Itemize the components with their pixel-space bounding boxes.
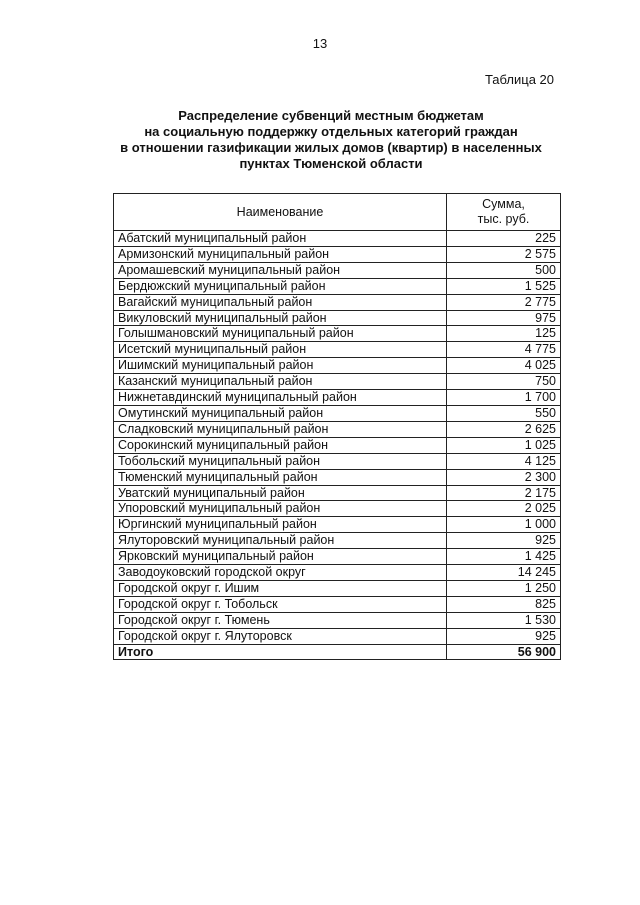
subvention-sum: 1 525 <box>447 278 561 294</box>
table-row <box>114 310 561 326</box>
table-row <box>114 326 561 342</box>
municipality-name: Городской округ г. Ишим <box>114 580 447 596</box>
title-line: на социальную поддержку отдельных категорий граждан <box>144 124 518 139</box>
table-row <box>114 294 561 310</box>
municipality-name: Городской округ г. Ялуторовск <box>114 628 447 644</box>
municipality-name: Юргинский муниципальный район <box>114 517 447 533</box>
municipality-name: Заводоуковский городской округ <box>114 565 447 581</box>
table-header-row <box>114 194 561 231</box>
table-row <box>114 580 561 596</box>
title-line: Распределение субвенций местным бюджетам <box>178 108 484 123</box>
subvention-sum: 1 530 <box>447 612 561 628</box>
subvention-sum: 2 300 <box>447 469 561 485</box>
municipality-name: Упоровский муниципальный район <box>114 501 447 517</box>
title-line: в отношении газификации жилых домов (квартир) в населенных <box>120 140 542 155</box>
subvention-sum: 1 025 <box>447 437 561 453</box>
table-row <box>114 342 561 358</box>
subvention-table <box>113 193 561 660</box>
subvention-sum: 14 245 <box>447 565 561 581</box>
subvention-sum: 2 025 <box>447 501 561 517</box>
subvention-sum: 2 175 <box>447 485 561 501</box>
document-title <box>100 108 562 172</box>
table-row <box>114 485 561 501</box>
subvention-sum: 975 <box>447 310 561 326</box>
subvention-sum: 2 575 <box>447 246 561 262</box>
subvention-sum: 1 425 <box>447 549 561 565</box>
table-row <box>114 390 561 406</box>
subvention-sum: 2 775 <box>447 294 561 310</box>
municipality-name: Бердюжский муниципальный район <box>114 278 447 294</box>
total-label: Итого <box>114 644 447 660</box>
municipality-name: Армизонский муниципальный район <box>114 246 447 262</box>
table-row <box>114 453 561 469</box>
column-header-name: Наименование <box>114 194 447 231</box>
title-line: пунктах Тюменской области <box>239 156 423 171</box>
municipality-name: Омутинский муниципальный район <box>114 405 447 421</box>
municipality-name: Исетский муниципальный район <box>114 342 447 358</box>
table-row <box>114 549 561 565</box>
subvention-sum: 825 <box>447 596 561 612</box>
municipality-name: Сладковский муниципальный район <box>114 421 447 437</box>
subvention-sum: 2 625 <box>447 421 561 437</box>
column-header-sum <box>447 194 561 231</box>
municipality-name: Аромашевский муниципальный район <box>114 262 447 278</box>
municipality-name: Тюменский муниципальный район <box>114 469 447 485</box>
column-header-sum-line: Сумма, <box>482 197 525 211</box>
table-row <box>114 374 561 390</box>
subvention-sum: 1 250 <box>447 580 561 596</box>
table-row <box>114 246 561 262</box>
table-row <box>114 469 561 485</box>
subvention-sum: 1 700 <box>447 390 561 406</box>
column-header-sum-line: тыс. руб. <box>477 212 530 226</box>
subvention-sum: 4 775 <box>447 342 561 358</box>
municipality-name: Абатский муниципальный район <box>114 231 447 247</box>
total-sum: 56 900 <box>447 644 561 660</box>
municipality-name: Нижнетавдинский муниципальный район <box>114 390 447 406</box>
municipality-name: Казанский муниципальный район <box>114 374 447 390</box>
table-row <box>114 421 561 437</box>
subvention-sum: 925 <box>447 533 561 549</box>
subvention-sum: 4 125 <box>447 453 561 469</box>
table-row <box>114 565 561 581</box>
subvention-sum: 225 <box>447 231 561 247</box>
municipality-name: Вагайский муниципальный район <box>114 294 447 310</box>
total-row <box>114 644 561 660</box>
municipality-name: Ярковский муниципальный район <box>114 549 447 565</box>
municipality-name: Викуловский муниципальный район <box>114 310 447 326</box>
municipality-name: Голышмановский муниципальный район <box>114 326 447 342</box>
subvention-sum: 925 <box>447 628 561 644</box>
municipality-name: Уватский муниципальный район <box>114 485 447 501</box>
table-row <box>114 262 561 278</box>
subvention-sum: 550 <box>447 405 561 421</box>
municipality-name: Городской округ г. Тобольск <box>114 596 447 612</box>
table-row <box>114 533 561 549</box>
municipality-name: Тобольский муниципальный район <box>114 453 447 469</box>
table-row <box>114 437 561 453</box>
subvention-sum: 4 025 <box>447 358 561 374</box>
table-row <box>114 612 561 628</box>
municipality-name: Ялуторовский муниципальный район <box>114 533 447 549</box>
subvention-sum: 125 <box>447 326 561 342</box>
table-body <box>114 231 561 660</box>
table-row <box>114 628 561 644</box>
table-row <box>114 405 561 421</box>
municipality-name: Городской округ г. Тюмень <box>114 612 447 628</box>
municipality-name: Ишимский муниципальный район <box>114 358 447 374</box>
table-row <box>114 517 561 533</box>
table-caption: Таблица 20 <box>484 72 554 87</box>
subvention-sum: 1 000 <box>447 517 561 533</box>
table-row <box>114 596 561 612</box>
subvention-sum: 500 <box>447 262 561 278</box>
table-row <box>114 501 561 517</box>
subvention-sum: 750 <box>447 374 561 390</box>
page-number: 13 <box>312 36 328 51</box>
table-row <box>114 231 561 247</box>
municipality-name: Сорокинский муниципальный район <box>114 437 447 453</box>
table-row <box>114 358 561 374</box>
table-row <box>114 278 561 294</box>
